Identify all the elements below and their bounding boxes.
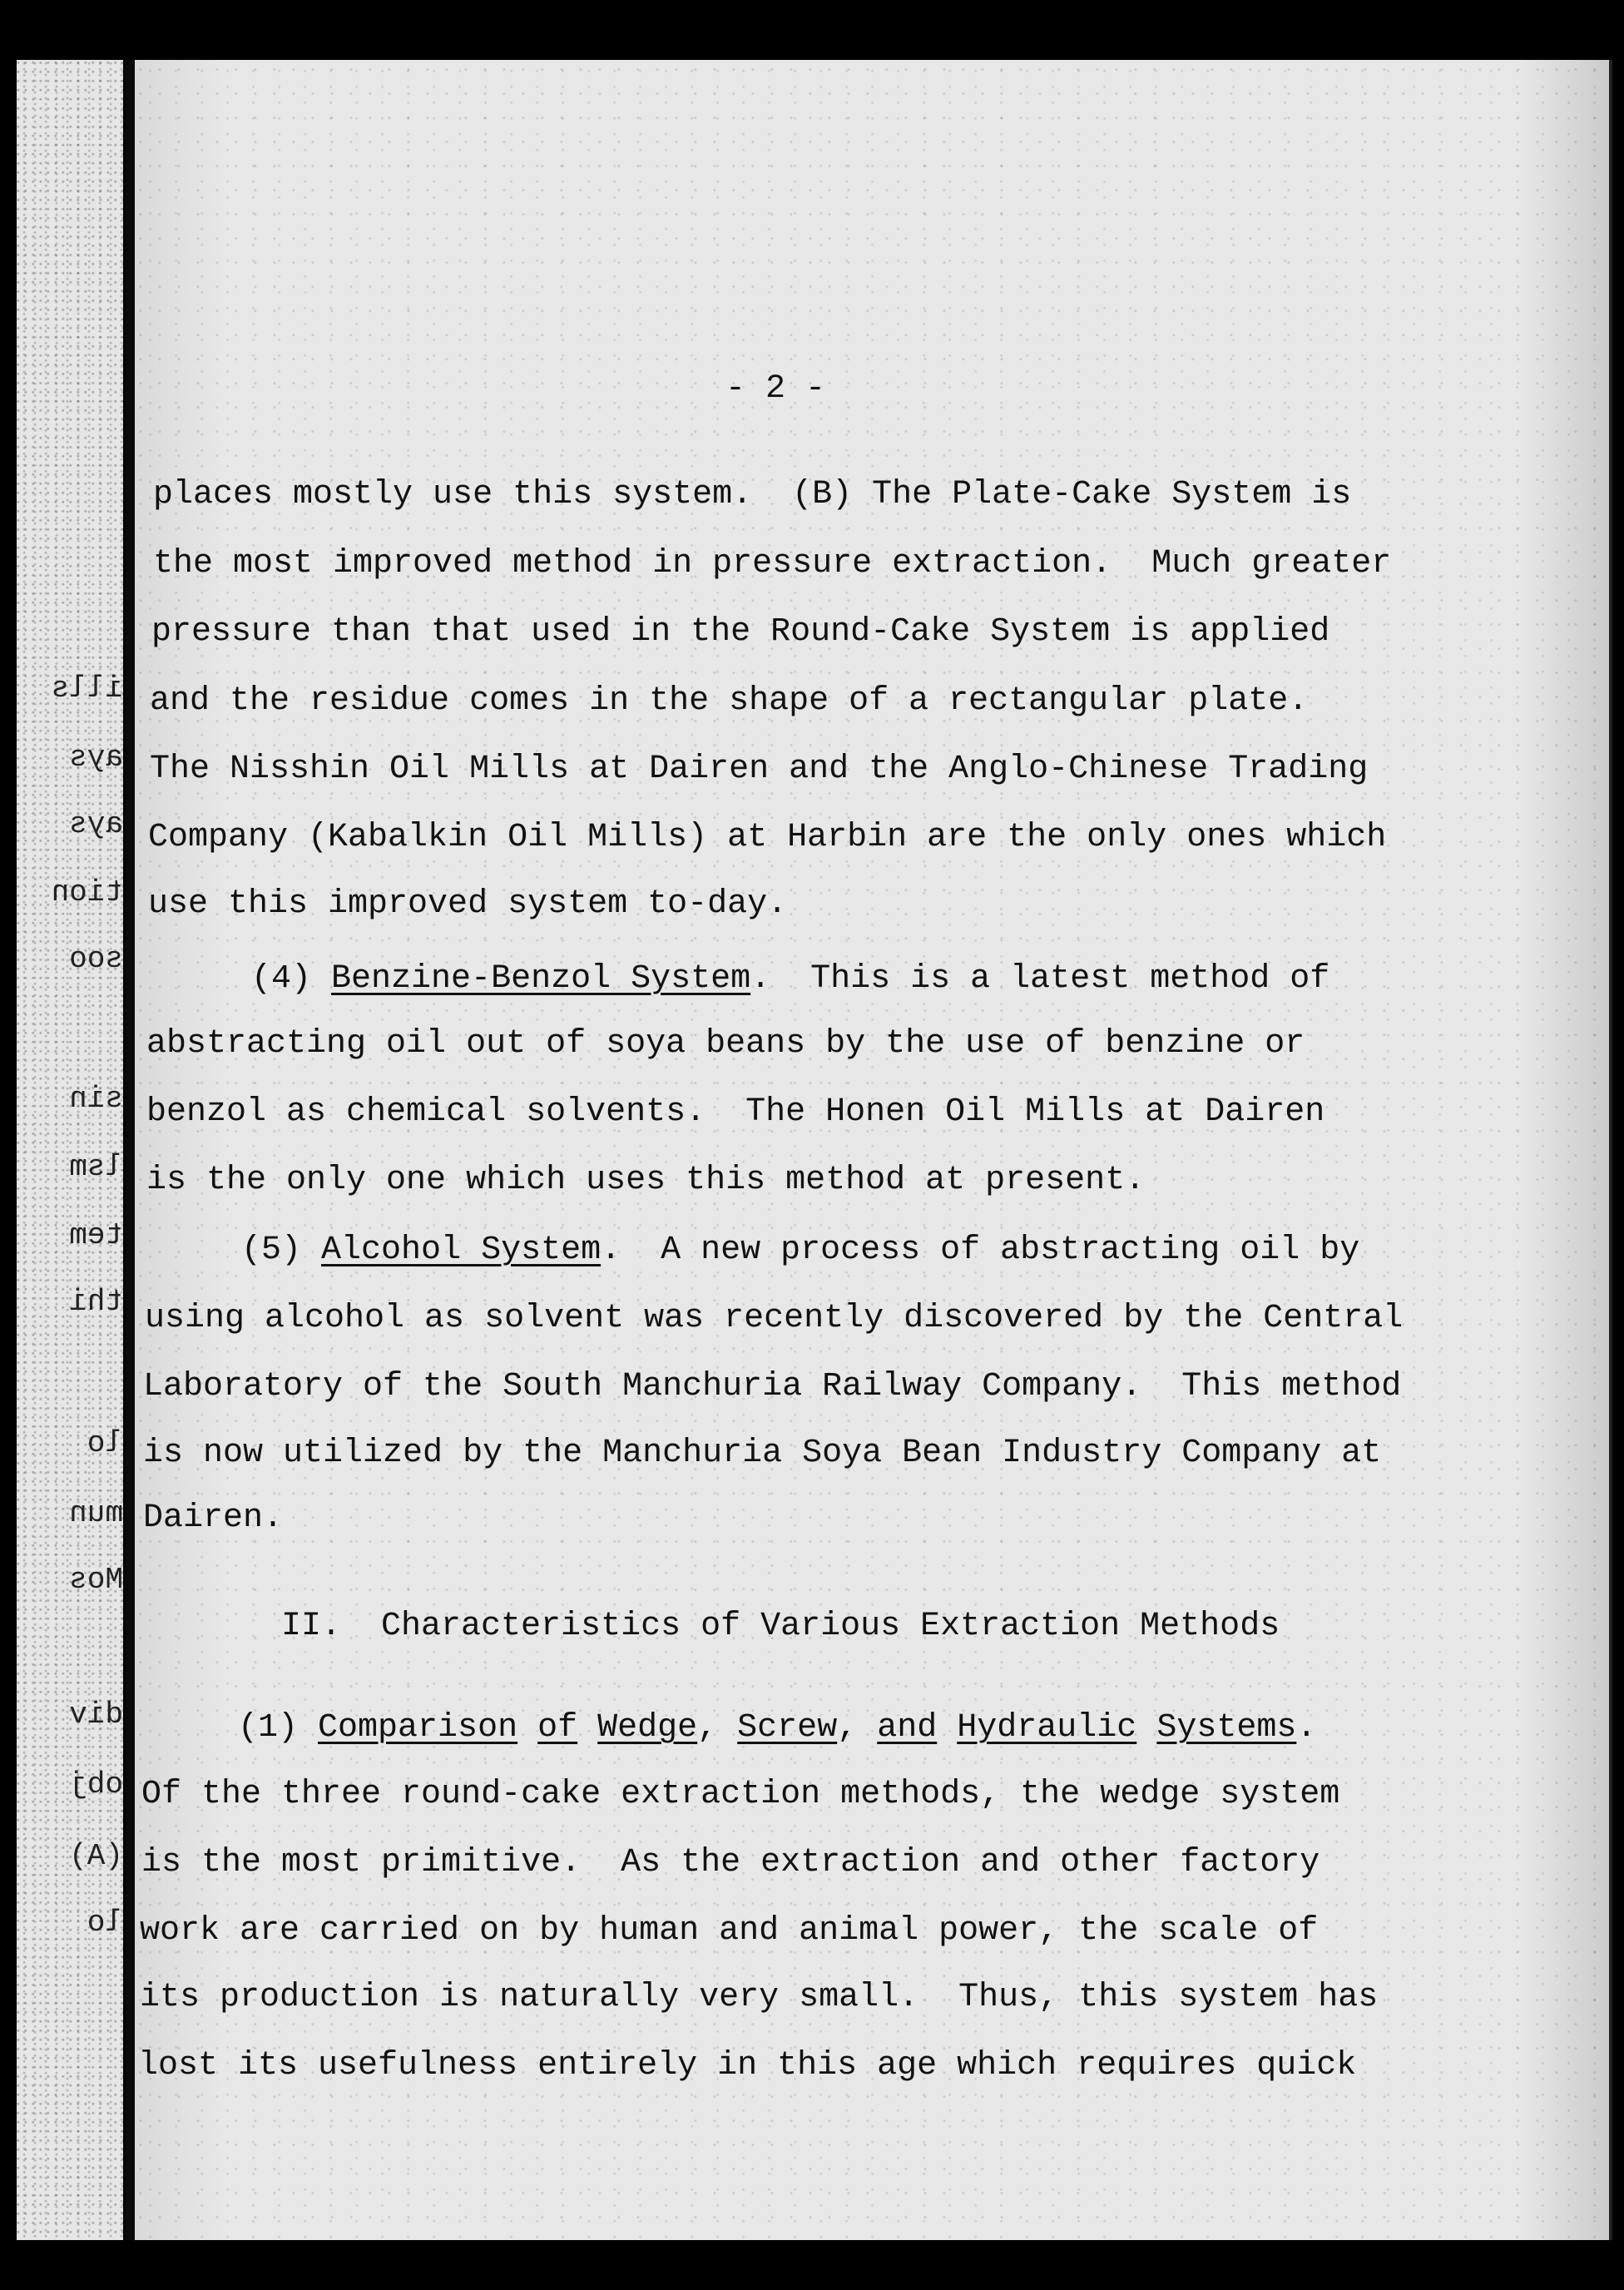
paragraph-3-title: Alcohol System [321,1232,602,1269]
paragraph-3-line: Laboratory of the South Manchuria Railway Company. This method [143,1368,1402,1405]
paragraph-4-line: its production is naturally very small. Thus, this system has [140,1979,1379,2016]
paragraph-4-title-word: and [877,1709,938,1747]
paragraph-3-number: (5) [241,1232,302,1269]
paragraph-3-line: Dairen. [143,1499,284,1537]
margin-fragment: soo [69,942,123,976]
paragraph-1-line: Company (Kabalkin Oil Mills) at Harbin are the only ones which [148,819,1387,856]
margin-fragment: (A) [69,1839,123,1873]
paragraph-2-title: Benzine-Benzol System [331,960,751,998]
paragraph-2-heading [251,960,1329,998]
margin-fragment: ays [69,807,123,841]
document-page [135,60,1612,2240]
paragraph-1-line: use this improved system to-day. [148,885,788,923]
paragraph-3-line: is now utilized by the Manchuria Soya Bean Industry Company at [143,1435,1382,1472]
paragraph-1-line: and the residue comes in the shape of a rectangular plate. [150,682,1309,720]
paragraph-3-heading [241,1232,1359,1269]
margin-fragment: ills [51,672,123,706]
paragraph-4-title-word: of [537,1709,578,1747]
paragraph-4-title-word: Screw [737,1709,838,1747]
margin-fragment: div [69,1698,123,1732]
margin-fragment: obj [69,1767,123,1802]
paragraph-4-line: is the most primitive. As the extraction and other factory [141,1844,1320,1881]
paragraph-1-line: places mostly use this system. (B) The Plate-Cake System is [153,476,1352,513]
paragraph-2-title-suffix: . This is a latest method of [750,960,1330,998]
margin-fragment: lo [87,1906,123,1940]
margin-fragment: sin [69,1082,123,1116]
paragraph-2-line: abstracting oil out of soya beans by the use of benzine or [146,1025,1305,1063]
margin-fragment: tion [51,875,123,910]
paragraph-4-line: work are carried on by human and animal power, the scale of [140,1912,1319,1950]
paragraph-4-title-word: Systems [1156,1709,1297,1747]
paragraph-1-line: pressure than that used in the Round-Cake System is applied [151,613,1330,651]
paragraph-4-title-word: Wedge [597,1709,698,1747]
paragraph-4-title-word: Comparison [318,1709,518,1747]
paragraph-2-line: benzol as chemical solvents. The Honen Oil Mills at Dairen [146,1093,1325,1131]
margin-fragment: Mos [69,1563,123,1597]
paragraph-3-title-suffix: . A new process of abstracting oil by [601,1232,1360,1269]
paragraph-3-line: using alcohol as solvent was recently discovered by the Central [145,1300,1404,1337]
margin-fragment: tem [69,1218,123,1252]
paragraph-4-line: lost its usefulness entirely in this age which requires quick [138,2047,1357,2084]
paragraph-2-number: (4) [251,960,312,998]
paragraph-4-number: (1) [238,1709,299,1747]
paragraph-1-line: the most improved method in pressure extraction. Much greater [153,545,1392,582]
paragraph-1-line: The Nisshin Oil Mills at Dairen and the Anglo-Chinese Trading [150,751,1369,788]
margin-fragment: ays [69,741,123,775]
margin-fragment: lo [87,1426,123,1460]
page-number: - 2 - [725,370,826,408]
paragraph-2-line: is the only one which uses this method at present. [146,1162,1146,1199]
page-fold-shadow [125,60,135,2240]
paragraph-4-title-word: Hydraulic [957,1709,1137,1747]
previous-page-bleed-strip [17,60,123,2240]
margin-fragment: mun [69,1496,123,1530]
margin-fragment: thi [69,1285,123,1319]
paragraph-4-heading: (1) Comparison of Wedge, Screw, and Hydraulic Systems. [238,1709,1317,1747]
paragraph-4-line: Of the three round-cake extraction methods, the wedge system [141,1776,1340,1813]
margin-fragment: lsm [69,1150,123,1184]
section-heading: II. Characteristics of Various Extraction Methods [281,1608,1280,1645]
